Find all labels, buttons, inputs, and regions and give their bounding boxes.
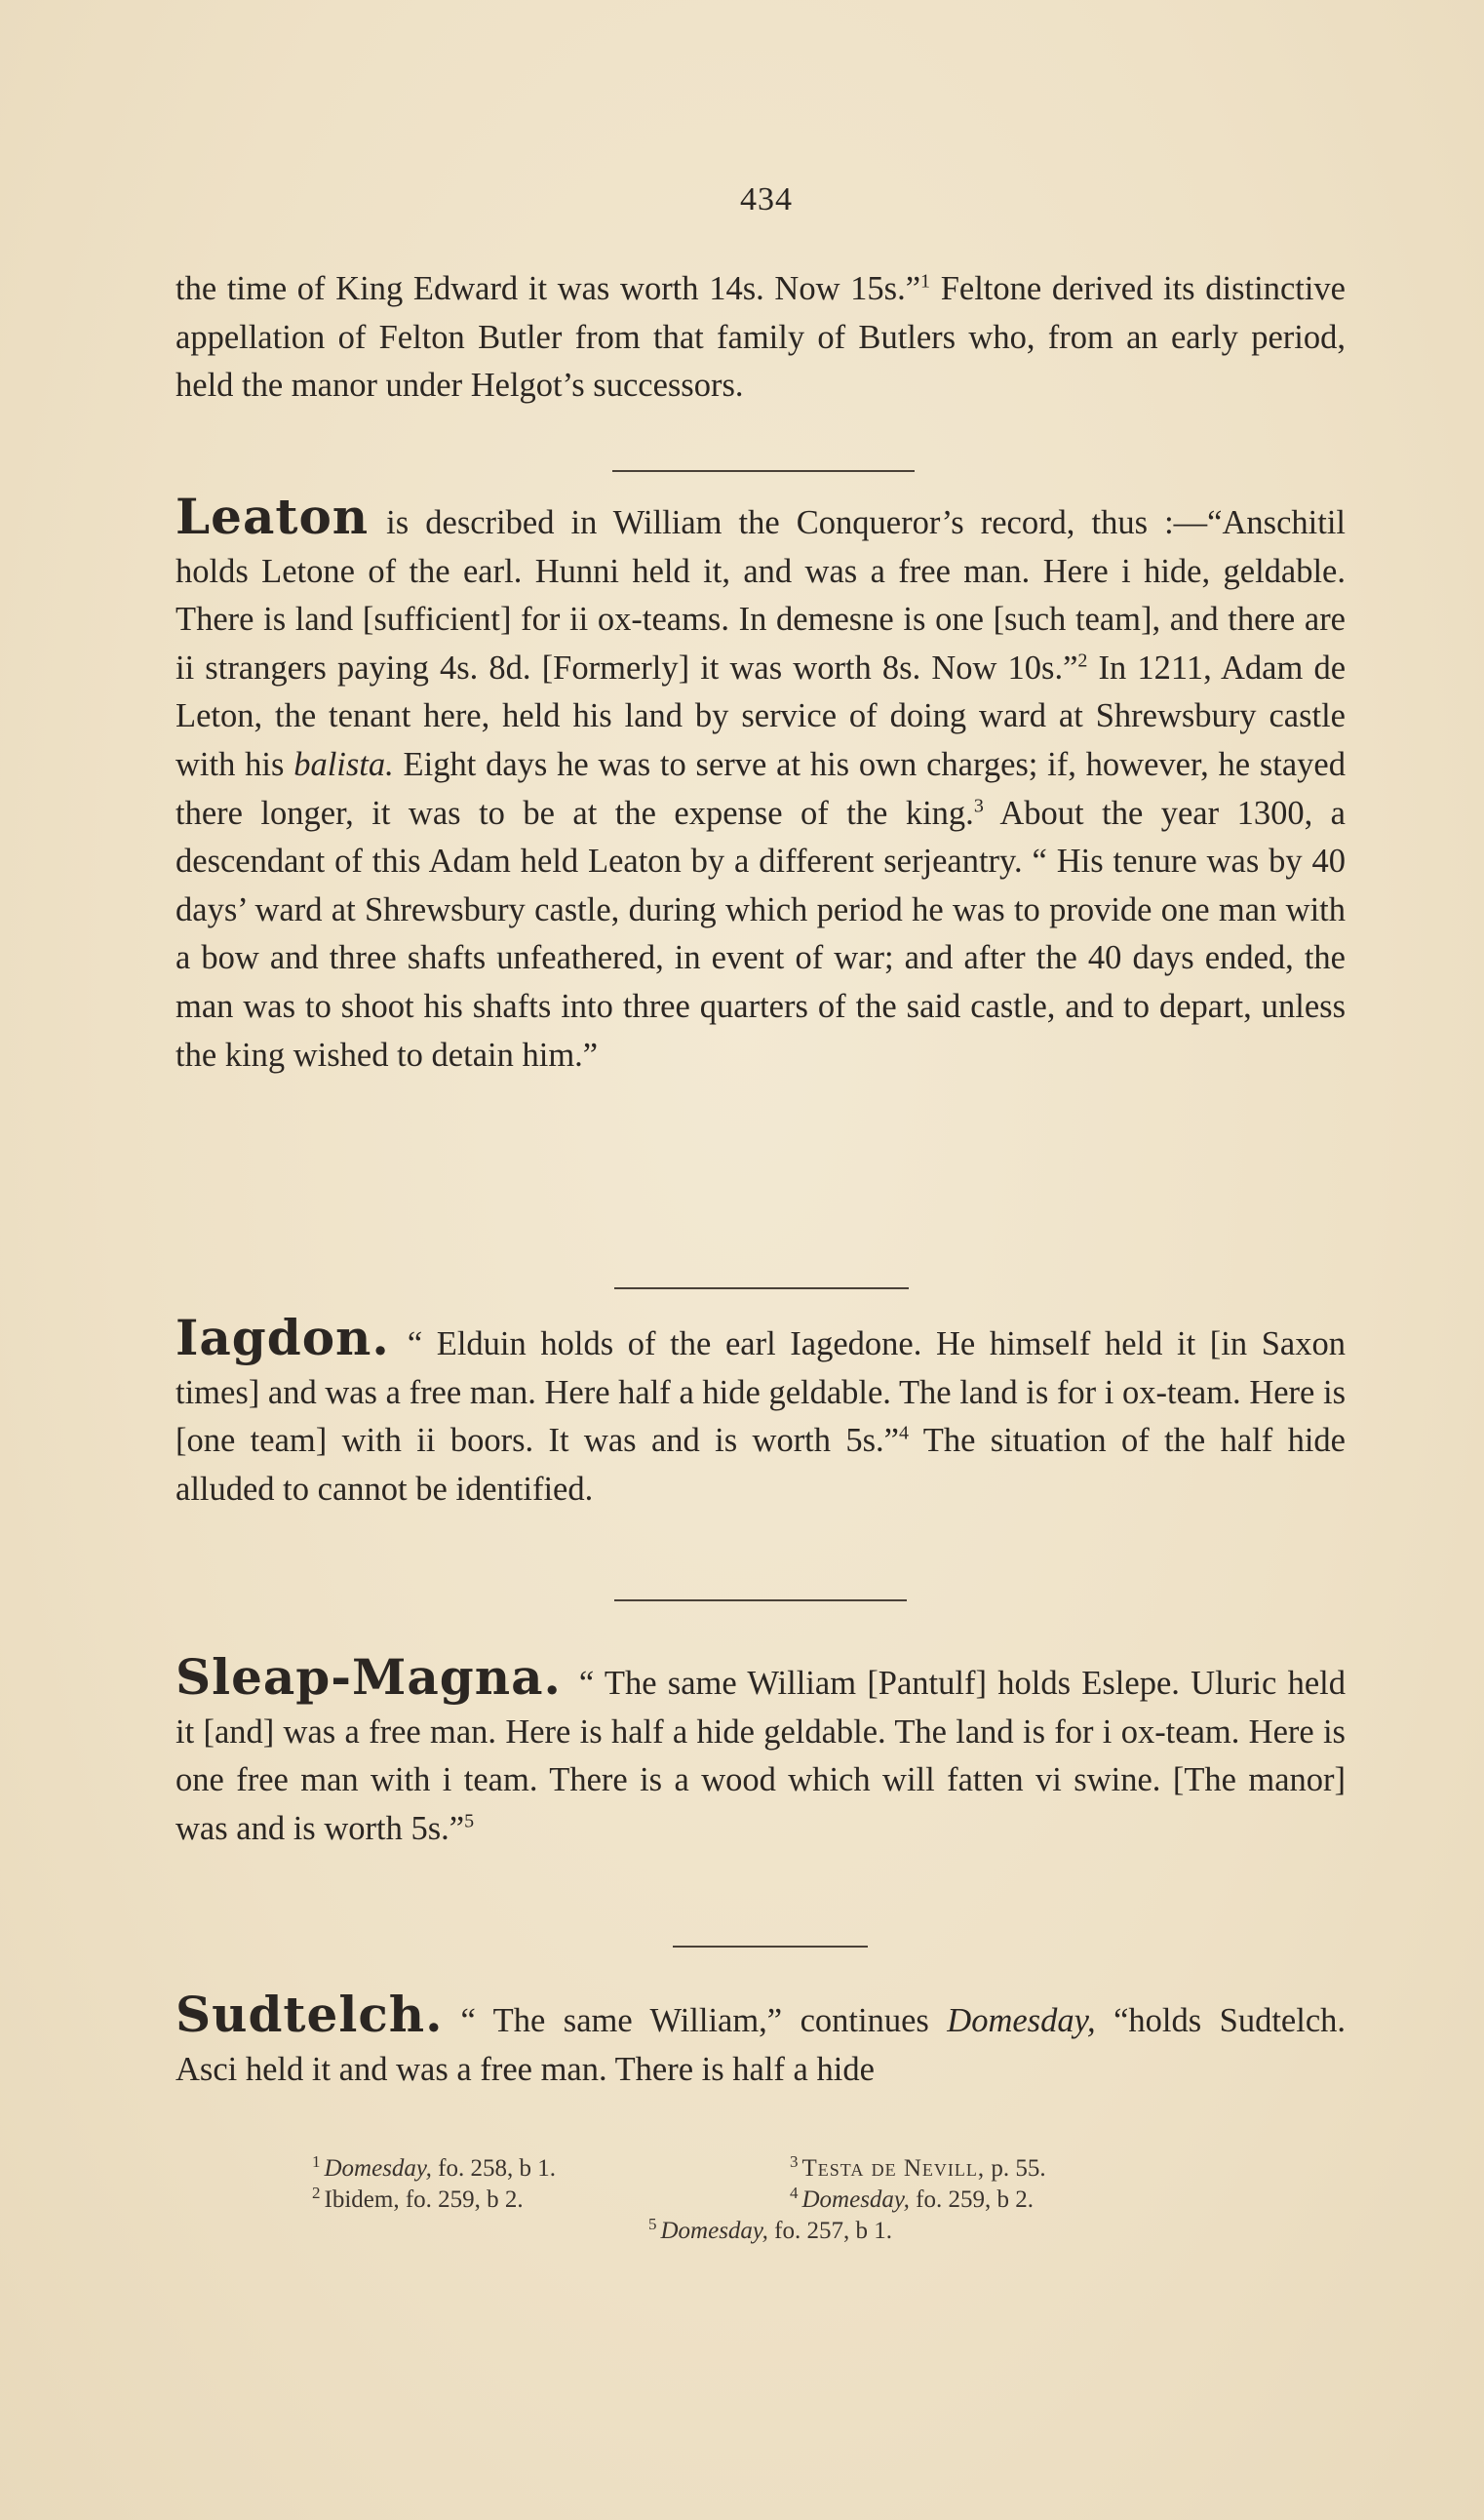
footnote-source: Domesday, — [660, 2218, 768, 2244]
footnote-ref-1: 1 — [920, 270, 931, 293]
footnote-4 — [790, 2185, 1268, 2216]
section-heading-leaton: Leaton — [176, 488, 370, 545]
section-divider — [614, 1599, 907, 1601]
sudtelch-italic-domesday: Domesday, — [947, 2002, 1096, 2039]
section-sleap-magna — [176, 1648, 1346, 1853]
footnote-3 — [790, 2153, 1268, 2185]
footnote-row — [312, 2185, 1268, 2216]
footnote-ref-2: 2 — [1077, 650, 1088, 672]
footnotes — [312, 2153, 1268, 2247]
footnote-source: Domesday, — [801, 2186, 910, 2213]
footnote-number: 4 — [790, 2183, 799, 2202]
footnote-ref-3: 3 — [973, 795, 984, 817]
leaton-italic-balista: balista. — [293, 745, 394, 783]
paragraph-felton — [176, 265, 1346, 411]
iagdon-text-b: The situation of the half hide alluded to cannot be identified. — [176, 1422, 1346, 1508]
page-number: 434 — [740, 181, 793, 217]
footnote-text: p. 55. — [985, 2155, 1046, 2182]
leaton-text-b: In 1211, Adam de Leton, the tenant here, held his land by service of doing ward at Shrewsbury castle with his — [176, 649, 1347, 783]
section-heading-iagdon: Iagdon. — [176, 1309, 390, 1366]
leaton-text-d: About the year 1300, a descendant of this Adam held Leaton by a different serjeantry. “ His tenure was by 40 days’ ward at Shrewsbury castle, during which period he was to provide one man with a bow and three shafts unfeathered, in event of war; and after the 40 days ended, the man was to shoot his shafts into three quarters of the said castle, and to depart, unless the king wished to detain him.” — [176, 794, 1346, 1074]
footnote-source: Testa de Nevill, — [801, 2155, 986, 2182]
footnote-row — [312, 2153, 1268, 2185]
section-iagdon — [176, 1309, 1346, 1514]
footnote-number: 2 — [312, 2183, 321, 2202]
iagdon-text-a: “ Elduin holds of the earl Iagedone. He himself held it [in Saxon times] and was a free man. Here half a hide geldable. The land is for i ox-team. Here is [one team] with ii boors. It was and is worth 5s.” — [176, 1325, 1346, 1460]
sleap-text-a: “ The same William [Pantulf] holds Eslepe. Uluric held it [and] was a free man. Here is half a hide geldable. The land is for i ox-team. Here is one free man with i team. There is a wood which will fatten vi swine. [The manor] was and is worth 5s.” — [176, 1665, 1346, 1847]
footnote-number: 5 — [648, 2214, 657, 2233]
footnote-5 — [371, 2216, 1170, 2247]
footnote-ref-4: 4 — [899, 1422, 909, 1444]
footnote-text: fo. 259, b 2. — [909, 2186, 1034, 2213]
section-leaton — [176, 488, 1347, 1080]
leaton-text-a: is described in William the Conqueror’s record, thus :—“Anschitil holds Letone of the earl. Hunni held it, and was a free man. Here i hide, geldable. There is land [sufficient] for ii ox-teams. In demesne is one [such team], and there are ii strangers paying 4s. 8d. [Formerly] it was worth 8s. Now 10s.” — [176, 504, 1346, 687]
footnote-text: fo. 257, b 1. — [767, 2218, 892, 2244]
sudtelch-text-a: “ The same William,” continues — [460, 2002, 948, 2039]
footnote-number: 1 — [312, 2151, 321, 2171]
footnote-1 — [312, 2153, 790, 2185]
section-heading-sudtelch: Sudtelch. — [176, 1986, 444, 2043]
sudtelch-text-b: “holds Sudtelch. Asci held it and was a free man. There is half a hide — [176, 2002, 1347, 2088]
section-sudtelch — [176, 1986, 1347, 2094]
footnote-number: 3 — [790, 2151, 799, 2171]
footnote-source: Domesday, — [324, 2155, 432, 2182]
footnote-ref-5: 5 — [464, 1810, 475, 1832]
para1-text-b: Feltone derived its distinctive appellation of Felton Butler from that family of Butlers who, from an early period, held the manor under Helgot’s successors. — [176, 270, 1346, 405]
footnote-text: fo. 258, b 1. — [431, 2155, 556, 2182]
section-divider — [614, 1287, 909, 1289]
footnote-2 — [312, 2185, 790, 2216]
section-heading-sleap-magna: Sleap-Magna. — [176, 1648, 562, 1706]
footnote-text: Ibidem, fo. 259, b 2. — [324, 2186, 524, 2213]
para1-text-a: the time of King Edward it was worth 14s. Now 15s.” — [176, 270, 921, 307]
section-divider — [612, 470, 915, 472]
leaton-text-c: Eight days he was to serve at his own charges; if, however, he stayed there longer, it was to be at the expense of the king. — [176, 745, 1346, 832]
section-divider — [673, 1946, 868, 1948]
